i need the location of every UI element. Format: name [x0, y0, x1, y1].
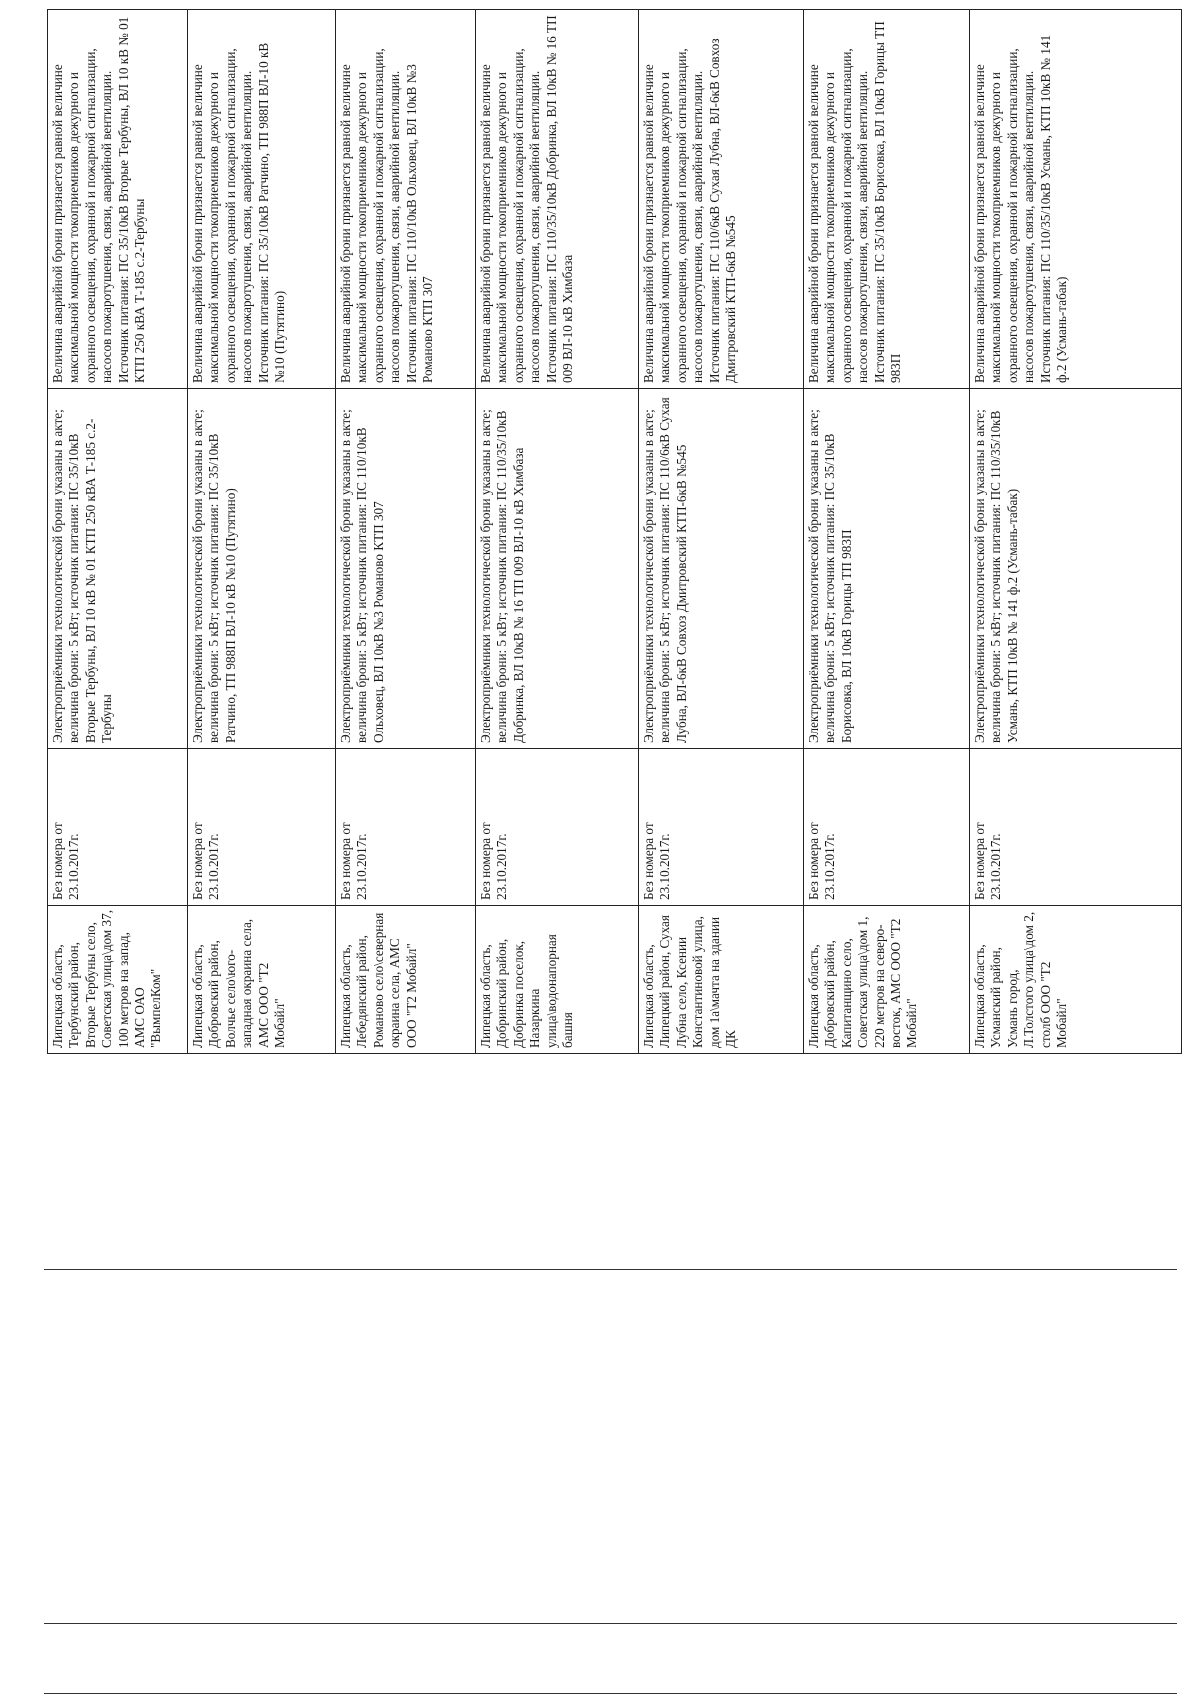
document-cell: Без номера от 23.10.2017г.: [639, 749, 804, 906]
emergency-reserve-cell: Величина аварийной брони признается равной величине максимальной мощности токоприемников дежурного и охранного освещения, охранной и пожарной сигнализации, насосов пожаротушения, связи, аварийной вентиляции. Источник питания: ПС 35/10кВ Борисовка, ВЛ 10кВ Горицы ТП 983П: [804, 10, 970, 389]
tech-reserve-cell: Электроприёмники технологической брони указаны в акте; величина брони: 5 кВт; источник питания: ПС 110/6кВ Сухая Лубна, ВЛ-6кВ Совхоз Дмитровский КТП-6кВ №545: [639, 389, 804, 749]
document-cell: Без номера от 23.10.2017г.: [336, 749, 476, 906]
tech-reserve-cell: Электроприёмники технологической брони указаны в акте; величина брони: 5 кВт; источник питания: ПС 35/10кВ Ратчино, ТП 988П ВЛ-10 кВ №10 (Путятино): [188, 389, 336, 749]
document-cell: Без номера от 23.10.2017г.: [804, 749, 970, 906]
tech-reserve-cell: Электроприёмники технологической брони указаны в акте; величина брони: 5 кВт; источник питания: ПС 110/10кВ Ольховец, ВЛ 10кВ №3 Романово КТП 307: [336, 389, 476, 749]
tech-reserve-cell: Электроприёмники технологической брони указаны в акте; величина брони: 5 кВт; источник питания: ПС 110/35/10кВ Добринка, ВЛ 10кВ № 16 ТП 009 ВЛ-10 кВ Химбаза: [476, 389, 639, 749]
address-cell: Липецкая область, Тербунский район, Вторые Тербуны село, Советская улица\дом 37, 100 метров на запад, АМС ОАО "ВымпелКом": [48, 906, 188, 1054]
emergency-reserve-cell: Величина аварийной брони признается равной величине максимальной мощности токоприемников дежурного и охранного освещения, охранной и пожарной сигнализации, насосов пожаротушения, связи, аварийной вентиляции. Источник питания: ПС 35/10кВ Ратчино, ТП 988П ВЛ-10 кВ №10 (Путятино): [188, 10, 336, 389]
document-cell: Без номера от 23.10.2017г.: [476, 749, 639, 906]
table-row: [476, 10, 639, 1054]
document-cell: Без номера от 23.10.2017г.: [970, 749, 1182, 906]
emergency-reserve-cell: Величина аварийной брони признается равной величине максимальной мощности токоприемников дежурного и охранного освещения, охранной и пожарной сигнализации, насосов пожаротушения, связи, аварийной вентиляции. Источник питания: ПС 110/10кВ Ольховец, ВЛ 10кВ №3 Романово КТП 307: [336, 10, 476, 389]
emergency-reserve-cell: Величина аварийной брони признается равной величине максимальной мощности токоприемников дежурного и охранного освещения, охранной и пожарной сигнализации, насосов пожаротушения, связи, аварийной вентиляции. Источник питания: ПС 110/35/10кВ Добринка, ВЛ 10кВ № 16 ТП 009 ВЛ-10 кВ Химбаза: [476, 10, 639, 389]
document-cell: Без номера от 23.10.2017г.: [48, 749, 188, 906]
tech-reserve-cell: Электроприёмники технологической брони указаны в акте; величина брони: 5 кВт; источник питания: ПС 35/10кВ Борисовка, ВЛ 10кВ Горицы ТП 983П: [804, 389, 970, 749]
table-row: [804, 10, 970, 1054]
table-row: [188, 10, 336, 1054]
horizontal-rule: [44, 1623, 1177, 1624]
horizontal-rule: [44, 1269, 1177, 1270]
reserve-table: [47, 9, 1182, 1054]
rotated-table-wrapper: [47, 15, 1181, 1054]
address-cell: Липецкая область, Добринский район, Добринка поселок, Назаркина улица\водонапорная башня: [476, 906, 639, 1054]
emergency-reserve-cell: Величина аварийной брони признается равной величине максимальной мощности токоприемников дежурного и охранного освещения, охранной и пожарной сигнализации, насосов пожаротушения, связи, аварийной вентиляции. Источник питания: ПС 110/35/10кВ Усмань, КТП 10кВ № 141 ф.2 (Усмань-табак): [970, 10, 1182, 389]
tech-reserve-cell: Электроприёмники технологической брони указаны в акте; величина брони: 5 кВт; источник питания: ПС 35/10кВ Вторые Тербуны, ВЛ 10 кВ № 01 КТП 250 кВА Т-185 с.2-Тербуны: [48, 389, 188, 749]
horizontal-rule: [44, 1693, 1177, 1694]
address-cell: Липецкая область, Липецкий район, Сухая Лубна село, Ксении Константиновой улица, дом 1а\мачта на здании ДК: [639, 906, 804, 1054]
table-row: [336, 10, 476, 1054]
address-cell: Липецкая область, Добровский район, Волчье село\юго-западная окраина села, АМС ООО "Т2 Мобайл": [188, 906, 336, 1054]
emergency-reserve-cell: Величина аварийной брони признается равной величине максимальной мощности токоприемников дежурного и охранного освещения, охранной и пожарной сигнализации, насосов пожаротушения, связи, аварийной вентиляции. Источник питания: ПС 110/6кВ Сухая Лубна, ВЛ-6кВ Совхоз Дмитровский КТП-6кВ №545: [639, 10, 804, 389]
table-row: [970, 10, 1182, 1054]
address-cell: Липецкая область, Усманский район, Усмань город, Л.Толстого улица\дом 2, столб ООО "Т2 Мобайл": [970, 906, 1182, 1054]
document-cell: Без номера от 23.10.2017г.: [188, 749, 336, 906]
table-row: [639, 10, 804, 1054]
address-cell: Липецкая область, Добровский район, Капитанщино село, Советская улица\дом 1, 220 метров на северо-восток, АМС ООО "Т2 Мобайл": [804, 906, 970, 1054]
table-row: [48, 10, 188, 1054]
emergency-reserve-cell: Величина аварийной брони признается равной величине максимальной мощности токоприемников дежурного и охранного освещения, охранной и пожарной сигнализации, насосов пожаротушения, связи, аварийной вентиляции. Источник питания: ПС 35/10кВ Вторые Тербуны, ВЛ 10 кВ № 01 КТП 250 кВА Т-185 с.2-Тербуны: [48, 10, 188, 389]
tech-reserve-cell: Электроприёмники технологической брони указаны в акте; величина брони: 5 кВт; источник питания: ПС 110/35/10кВ Усмань, КТП 10кВ № 141 ф.2 (Усмань-табак): [970, 389, 1182, 749]
address-cell: Липецкая область, Лебедянский район, Романово село\северная окраина села, АМС ООО "Т2 Мобайл": [336, 906, 476, 1054]
